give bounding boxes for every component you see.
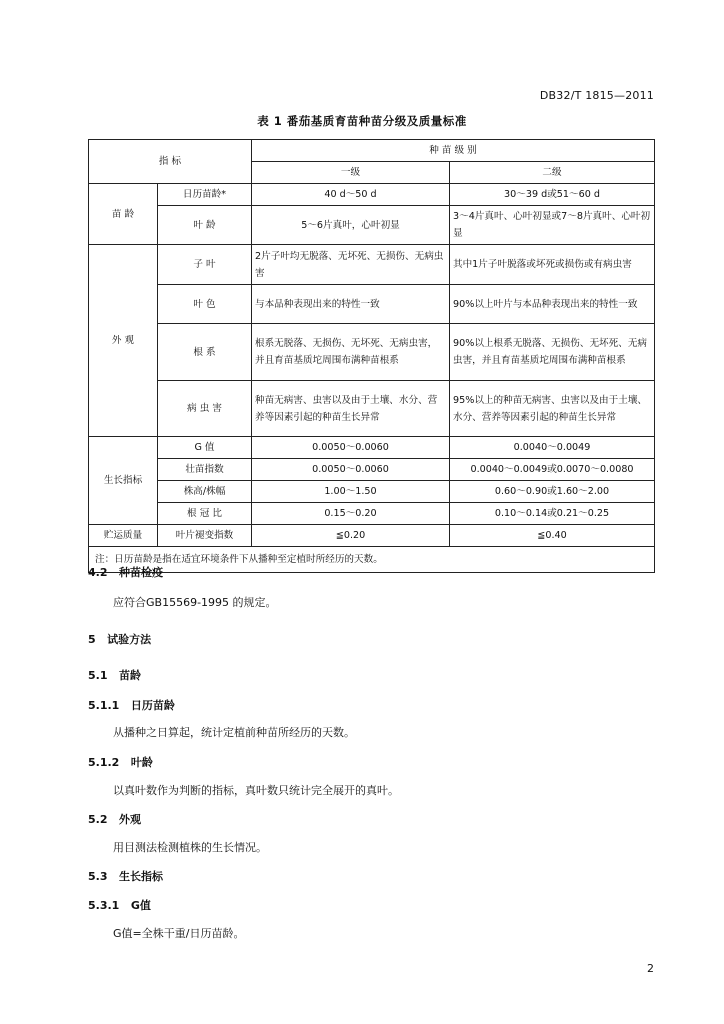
cell-grade1: 2片子叶均无脱落、无坏死、无损伤、无病虫害 (252, 245, 450, 285)
cell-grade2: 0.60～0.90或1.60～2.00 (450, 481, 655, 503)
cell-grade1: 种苗无病害、虫害以及由于土壤、水分、营养等因素引起的种苗生长异常 (252, 381, 450, 437)
section-heading: 5.1.2 叶龄 (88, 756, 153, 769)
cell-grade2: ≦0.40 (450, 525, 655, 547)
section-body-text: 从播种之日算起，统计定植前种苗所经历的天数。 (113, 726, 355, 739)
table-row (89, 525, 655, 547)
cell-grade2: 95%以上的种苗无病害、虫害以及由于土壤、水分、营养等因素引起的种苗生长异常 (450, 381, 655, 437)
table-row (89, 324, 655, 381)
table-note: 注：日历苗龄是指在适宜环境条件下从播种至定植时所经历的天数。 (89, 547, 655, 573)
table-row (89, 481, 655, 503)
cell-grade1: 根系无脱落、无损伤、无坏死、无病虫害，并且育苗基质坨周围布满种苗根系 (252, 324, 450, 381)
section-heading: 5.3 生长指标 (88, 870, 163, 883)
section-body-text: 以真叶数作为判断的指标，真叶数只统计完全展开的真叶。 (113, 784, 399, 797)
cell-grade2: 90%以上叶片与本品种表现出来的特性一致 (450, 285, 655, 324)
table-row (89, 285, 655, 324)
cell-grade2: 其中1片子叶脱落或坏死或损伤或有病虫害 (450, 245, 655, 285)
cell-grade1: 与本品种表现出来的特性一致 (252, 285, 450, 324)
table-row (89, 245, 655, 285)
table-row (89, 206, 655, 245)
header-indicator: 指 标 (89, 140, 252, 184)
section-heading: 5 试验方法 (88, 633, 152, 646)
section-heading: 5.1.1 日历苗龄 (88, 699, 175, 712)
table-row (89, 503, 655, 525)
row-subindicator: 叶片褪变指数 (158, 525, 252, 547)
table-row (89, 381, 655, 437)
section-body-text: 应符合GB15569-1995 的规定。 (113, 596, 277, 609)
row-subindicator: 叶 龄 (158, 206, 252, 245)
cell-grade1: 0.15～0.20 (252, 503, 450, 525)
row-subindicator: 病 虫 害 (158, 381, 252, 437)
group-growth: 生长指标 (89, 437, 158, 525)
header-grade1: 一级 (252, 162, 450, 184)
table-title: 表 1 番茄基质育苗种苗分级及质量标准 (257, 114, 467, 128)
cell-grade2: 0.0040～0.0049 (450, 437, 655, 459)
row-subindicator: 叶 色 (158, 285, 252, 324)
cell-grade1: 40 d～50 d (252, 184, 450, 206)
section-heading: 4.2 种苗检疫 (88, 566, 163, 579)
section-heading: 5.2 外观 (88, 813, 141, 826)
row-subindicator: 壮苗指数 (158, 459, 252, 481)
cell-grade2: 90%以上根系无脱落、无损伤、无坏死、无病虫害，并且育苗基质坨周围布满种苗根系 (450, 324, 655, 381)
cell-grade1: 1.00～1.50 (252, 481, 450, 503)
group-appearance: 外 观 (89, 245, 158, 437)
section-heading: 5.1 苗龄 (88, 669, 141, 682)
section-body-text: 用目测法检测植株的生长情况。 (113, 841, 267, 854)
page-number: 2 (647, 962, 654, 975)
cell-grade1: ≦0.20 (252, 525, 450, 547)
cell-grade2: 30～39 d或51～60 d (450, 184, 655, 206)
row-subindicator: 根 系 (158, 324, 252, 381)
cell-grade1: 0.0050～0.0060 (252, 437, 450, 459)
cell-grade2: 0.0040～0.0049或0.0070～0.0080 (450, 459, 655, 481)
cell-grade2: 0.10～0.14或0.21～0.25 (450, 503, 655, 525)
table-row (89, 184, 655, 206)
row-subindicator: 日历苗龄* (158, 184, 252, 206)
row-subindicator: 子 叶 (158, 245, 252, 285)
grading-table (88, 139, 655, 573)
header-grade: 种 苗 级 别 (252, 140, 655, 162)
section-heading: 5.3.1 G值 (88, 899, 151, 912)
group-age: 苗 龄 (89, 184, 158, 245)
table-row (89, 437, 655, 459)
table-row (89, 459, 655, 481)
document-code: DB32/T 1815—2011 (539, 89, 654, 102)
group-storage: 贮运质量 (89, 525, 158, 547)
cell-grade1: 0.0050～0.0060 (252, 459, 450, 481)
cell-grade2: 3～4片真叶、心叶初显或7～8片真叶、心叶初显 (450, 206, 655, 245)
row-subindicator: 株高/株幅 (158, 481, 252, 503)
header-grade2: 二级 (450, 162, 655, 184)
row-subindicator: G 值 (158, 437, 252, 459)
section-body-text: G值=全株干重/日历苗龄。 (113, 927, 245, 940)
cell-grade1: 5～6片真叶，心叶初显 (252, 206, 450, 245)
row-subindicator: 根 冠 比 (158, 503, 252, 525)
